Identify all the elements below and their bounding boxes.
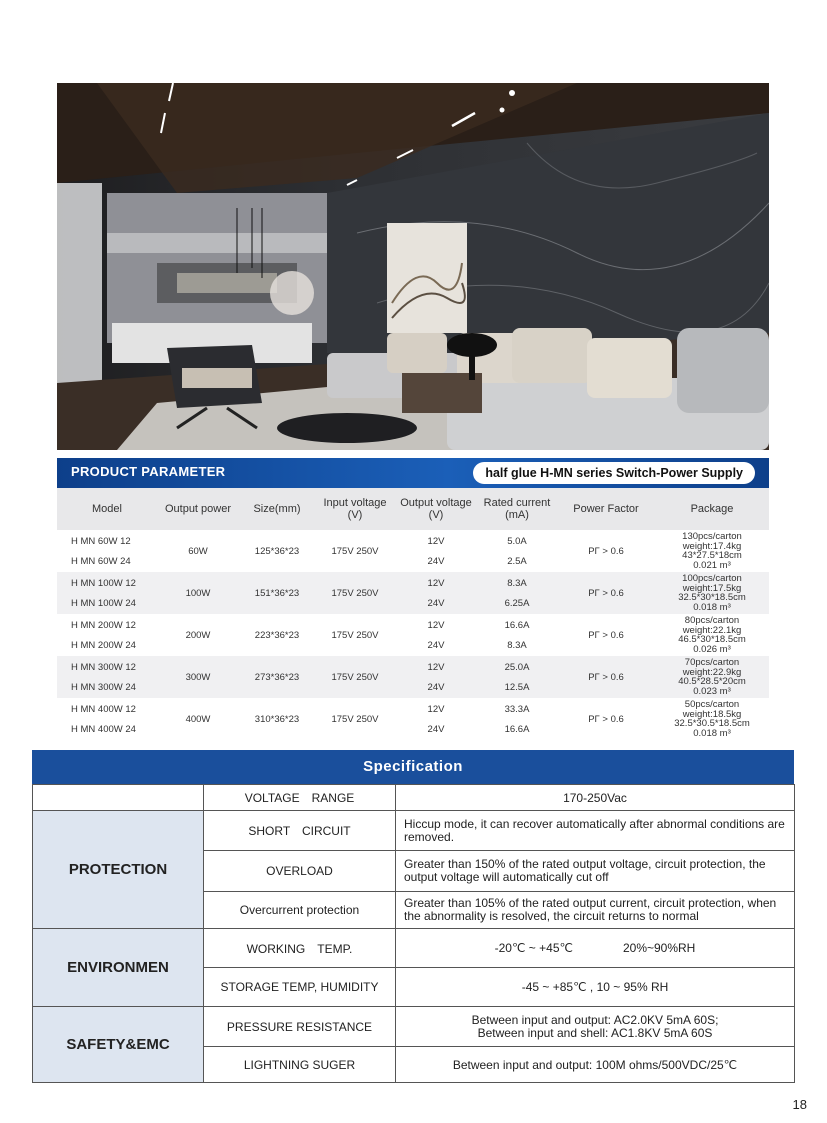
table-header-row bbox=[57, 488, 769, 530]
rated-current-12: 8.3A bbox=[507, 577, 527, 589]
output-voltage-24: 24V bbox=[427, 555, 445, 567]
package-qty: 80pcs/carton bbox=[684, 615, 740, 626]
package-volume: 0.021 m³ bbox=[693, 559, 731, 571]
rated-current-24: 2.5A bbox=[507, 555, 527, 567]
working-temp-label: WORKING TEMP. bbox=[204, 929, 396, 968]
output-voltage-12: 12V bbox=[427, 661, 445, 673]
package-weight: weight:22.1kg bbox=[682, 624, 742, 636]
output-voltage-12: 12V bbox=[427, 703, 445, 715]
output-power: 200W bbox=[185, 629, 211, 641]
specification-table bbox=[32, 784, 795, 1083]
output-voltage-12: 12V bbox=[427, 619, 445, 631]
size: 223*36*23 bbox=[254, 629, 300, 641]
power-factor: PΓ > 0.6 bbox=[588, 713, 624, 725]
table-row bbox=[57, 656, 769, 698]
rated-current-12: 16.6A bbox=[504, 619, 530, 631]
model-24v: H MN 100W 24 bbox=[71, 597, 136, 609]
spec-row-voltage bbox=[33, 785, 795, 811]
model-24v: H MN 200W 24 bbox=[71, 639, 136, 651]
package-weight: weight:18.5kg bbox=[682, 708, 742, 720]
output-voltage-24: 24V bbox=[427, 597, 445, 609]
table-row bbox=[57, 530, 769, 572]
table-row bbox=[57, 572, 769, 614]
rated-current-12: 5.0A bbox=[507, 535, 527, 547]
spec-row-working-temp bbox=[33, 929, 795, 968]
voltage-range-value: 170-250Vac bbox=[396, 785, 795, 811]
package-weight: weight:17.4kg bbox=[682, 540, 742, 552]
series-title: half glue H-MN series Switch-Power Supply bbox=[473, 462, 755, 484]
package-dims: 43*27.5*18cm bbox=[682, 550, 742, 561]
package-volume: 0.018 m³ bbox=[693, 727, 731, 739]
package-qty: 130pcs/carton bbox=[682, 531, 742, 542]
power-factor: PΓ > 0.6 bbox=[588, 629, 624, 641]
model-12v: H MN 60W 12 bbox=[71, 535, 131, 547]
input-voltage: 175V 250V bbox=[315, 572, 395, 614]
rated-current-12: 25.0A bbox=[504, 661, 530, 673]
product-parameter-bar bbox=[57, 458, 769, 488]
package-volume: 0.026 m³ bbox=[693, 643, 731, 655]
overload-value: Greater than 150% of the rated output voltage, circuit protection, the output voltage will automatically cut off bbox=[396, 851, 795, 892]
model-24v: H MN 300W 24 bbox=[71, 681, 136, 693]
page-number: 18 bbox=[792, 1097, 807, 1112]
model-12v: H MN 100W 12 bbox=[71, 577, 136, 589]
header-model: Model bbox=[57, 488, 157, 530]
model-12v: H MN 200W 12 bbox=[71, 619, 136, 631]
size: 151*36*23 bbox=[239, 572, 315, 614]
package-weight: weight:22.9kg bbox=[682, 666, 742, 678]
product-table bbox=[57, 488, 769, 740]
table-row bbox=[57, 698, 769, 740]
header-power-factor: Power Factor bbox=[557, 488, 655, 530]
model-24v: H MN 60W 24 bbox=[71, 555, 131, 567]
voltage-range-label: VOLTAGE RANGE bbox=[204, 785, 396, 811]
hero-photo bbox=[57, 83, 769, 450]
pressure-value-input-output: Between input and output: AC2.0KV 5mA 60S; bbox=[471, 1012, 719, 1027]
power-factor: PΓ > 0.6 bbox=[588, 545, 624, 557]
size: 273*36*23 bbox=[239, 656, 315, 698]
overload-label: OVERLOAD bbox=[204, 851, 396, 892]
input-voltage: 175V 250V bbox=[331, 629, 379, 641]
short-circuit-value: Hiccup mode, it can recover automatically after abnormal conditions are removed. bbox=[396, 811, 795, 851]
output-power: 300W bbox=[157, 656, 239, 698]
safety-group: SAFETY&EMC bbox=[33, 1007, 204, 1083]
pressure-label: PRESSURE RESISTANCE bbox=[204, 1007, 396, 1047]
input-voltage: 175V 250V bbox=[315, 656, 395, 698]
spec-row-pressure bbox=[33, 1007, 795, 1047]
package-volume: 0.023 m³ bbox=[693, 685, 731, 697]
package-qty: 70pcs/carton bbox=[684, 657, 740, 668]
header-input-voltage: Input voltage (V) bbox=[315, 488, 395, 530]
output-power: 400W bbox=[185, 713, 211, 725]
power-factor: PΓ > 0.6 bbox=[557, 572, 655, 614]
working-humidity-range: 20%~90%RH bbox=[622, 941, 696, 955]
input-voltage: 175V 250V bbox=[331, 545, 379, 557]
empty-cell bbox=[33, 785, 204, 811]
table-row bbox=[57, 614, 769, 656]
rated-current-24: 8.3A bbox=[507, 639, 527, 651]
working-temp-range: -20℃ ~ +45℃ bbox=[494, 941, 573, 955]
power-factor: PΓ > 0.6 bbox=[557, 656, 655, 698]
input-voltage: 175V 250V bbox=[331, 713, 379, 725]
output-voltage-24: 24V bbox=[427, 639, 445, 651]
package-dims: 46.5*30*18.5cm bbox=[678, 634, 746, 645]
package-dims: 32.5*30*18.5cm bbox=[678, 592, 746, 603]
lightning-value: Between input and output: 100M ohms/500VDC/25℃ bbox=[396, 1047, 795, 1083]
storage-value: -45 ~ +85℃ , 10 ~ 95% RH bbox=[396, 968, 795, 1007]
storage-label: STORAGE TEMP, HUMIDITY bbox=[204, 968, 396, 1007]
output-voltage-12: 12V bbox=[427, 535, 445, 547]
package-volume: 0.018 m³ bbox=[693, 601, 731, 613]
size: 125*36*23 bbox=[254, 545, 300, 557]
header-output-power: Output power bbox=[157, 488, 239, 530]
header-package: Package bbox=[655, 488, 769, 530]
package-dims: 40.5*28.5*20cm bbox=[678, 676, 746, 687]
output-power: 100W bbox=[157, 572, 239, 614]
package-weight: weight:17.5kg bbox=[682, 582, 742, 594]
living-room-illustration bbox=[57, 83, 769, 450]
size: 310*36*23 bbox=[254, 713, 300, 725]
specification-title: Specification bbox=[32, 750, 794, 784]
overcurrent-label: Overcurrent protection bbox=[204, 892, 396, 929]
header-output-voltage: Output voltage (V) bbox=[395, 488, 477, 530]
output-voltage-12: 12V bbox=[427, 577, 445, 589]
package-qty: 50pcs/carton bbox=[684, 699, 740, 710]
lightning-label: LIGHTNING SUGER bbox=[204, 1047, 396, 1083]
package-qty: 100pcs/carton bbox=[682, 573, 742, 584]
output-voltage-24: 24V bbox=[427, 681, 445, 693]
overcurrent-value: Greater than 105% of the rated output current, circuit protection, when the abnormality is resolved, the circuit returns to normal bbox=[396, 892, 795, 929]
output-power: 60W bbox=[188, 545, 208, 557]
spec-row-short-circuit bbox=[33, 811, 795, 851]
short-circuit-label: SHORT CIRCUIT bbox=[204, 811, 396, 851]
header-size: Size(mm) bbox=[239, 488, 315, 530]
rated-current-24: 6.25A bbox=[504, 597, 530, 609]
model-12v: H MN 400W 12 bbox=[71, 703, 136, 715]
product-parameter-title: PRODUCT PARAMETER bbox=[71, 464, 226, 479]
rated-current-24: 12.5A bbox=[504, 681, 530, 693]
rated-current-12: 33.3A bbox=[504, 703, 530, 715]
rated-current-24: 16.6A bbox=[504, 723, 530, 735]
package-dims: 32.5*30.5*18.5cm bbox=[674, 718, 750, 729]
model-12v: H MN 300W 12 bbox=[71, 661, 136, 673]
environment-group: ENVIRONMEN bbox=[33, 929, 204, 1007]
pressure-value-input-shell: Between input and shell: AC1.8KV 5mA 60S bbox=[477, 1025, 713, 1040]
output-voltage-24: 24V bbox=[427, 723, 445, 735]
protection-group: PROTECTION bbox=[33, 811, 204, 929]
header-rated-current: Rated current (mA) bbox=[477, 488, 557, 530]
model-24v: H MN 400W 24 bbox=[71, 723, 136, 735]
